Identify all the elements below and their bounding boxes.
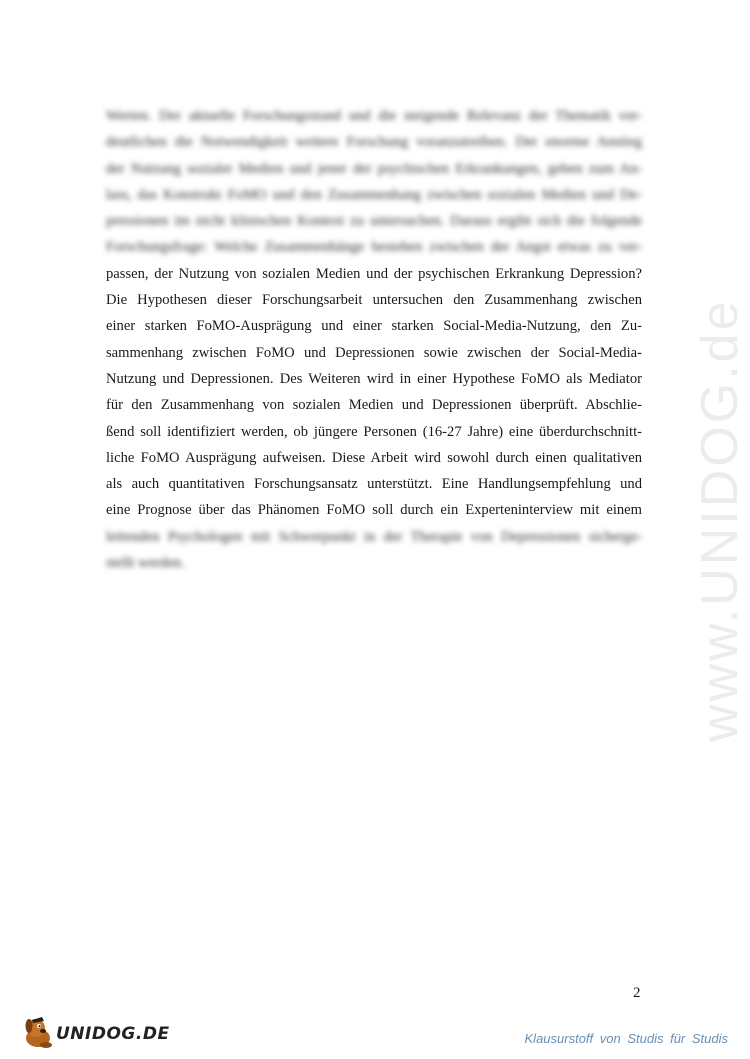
text-line: Die Hypothesen dieser Forschungsarbeit untersuchen den Zusammenhang zwischen xyxy=(106,292,642,309)
text-line: als auch quantitativen Forschungsansatz unterstützt. Eine Handlungsempfehlung und xyxy=(106,476,642,493)
text-line-blurred: der Nutzung sozialer Medien und jener der psychischen Erkrankungen, geben zum An- xyxy=(106,160,642,177)
text-line: einer starken FoMO-Ausprägung und einer starken Social-Media-Nutzung, den Zu- xyxy=(106,318,642,335)
watermark: www.UNIDOG.de xyxy=(691,298,749,742)
text-line-blurred: pressionen im nicht klinischen Kontext zu untersuchen. Daraus ergibt sich die folgende xyxy=(106,213,642,230)
text-line: für den Zusammenhang von sozialen Medien und Depressionen überprüft. Abschlie- xyxy=(106,397,642,414)
text-line-blurred: lass, das Konstrukt FoMO und den Zusammenhang zwischen sozialen Medien und De- xyxy=(106,186,642,203)
text-line-blurred: Werten. Der aktuelle Forschungsstand und die steigende Relevanz der Thematik ver- xyxy=(106,108,642,124)
text-line: sammenhang zwischen FoMO und Depressionen sowie zwischen der Social-Media- xyxy=(106,344,642,361)
text-line-blurred: Forschungsfrage: Welche Zusammenhänge bestehen zwischen der Angst etwas zu ver- xyxy=(106,239,642,256)
dog-mascot-icon xyxy=(20,1012,60,1052)
text-line: Nutzung und Depressionen. Des Weiteren wird in einer Hypothese FoMO als Mediator xyxy=(106,370,642,387)
footer-tagline: Klausurstoff von Studis für Studis xyxy=(524,1031,728,1046)
logo-text: UNIDOG.DE xyxy=(56,1024,170,1044)
unidog-logo xyxy=(20,1012,170,1052)
text-line: eine Prognose über das Phänomen FoMO soll durch ein Experteninterview mit einem xyxy=(106,502,642,519)
text-line: passen, der Nutzung von sozialen Medien und der psychischen Erkrankung Depression? xyxy=(106,265,642,282)
text-line: liche FoMO Ausprägung aufweisen. Diese Arbeit wird sowohl durch einen qualitativen xyxy=(106,449,642,466)
text-line: ßend soll identifiziert werden, ob jüngere Personen (16-27 Jahre) eine überdurchschnitt- xyxy=(106,423,642,440)
page-number: 2 xyxy=(633,985,641,1001)
text-line-blurred: deutlichen die Notwendigkeit weitere Forschung voranzutreiben. Der enorme Anstieg xyxy=(106,134,642,151)
body-text xyxy=(106,103,642,576)
text-line-blurred: stellt werden. xyxy=(106,555,185,572)
text-line-blurred: leitenden Psychologen mit Schwerpunkt in der Therapie von Depressionen sicherge- xyxy=(106,528,642,545)
